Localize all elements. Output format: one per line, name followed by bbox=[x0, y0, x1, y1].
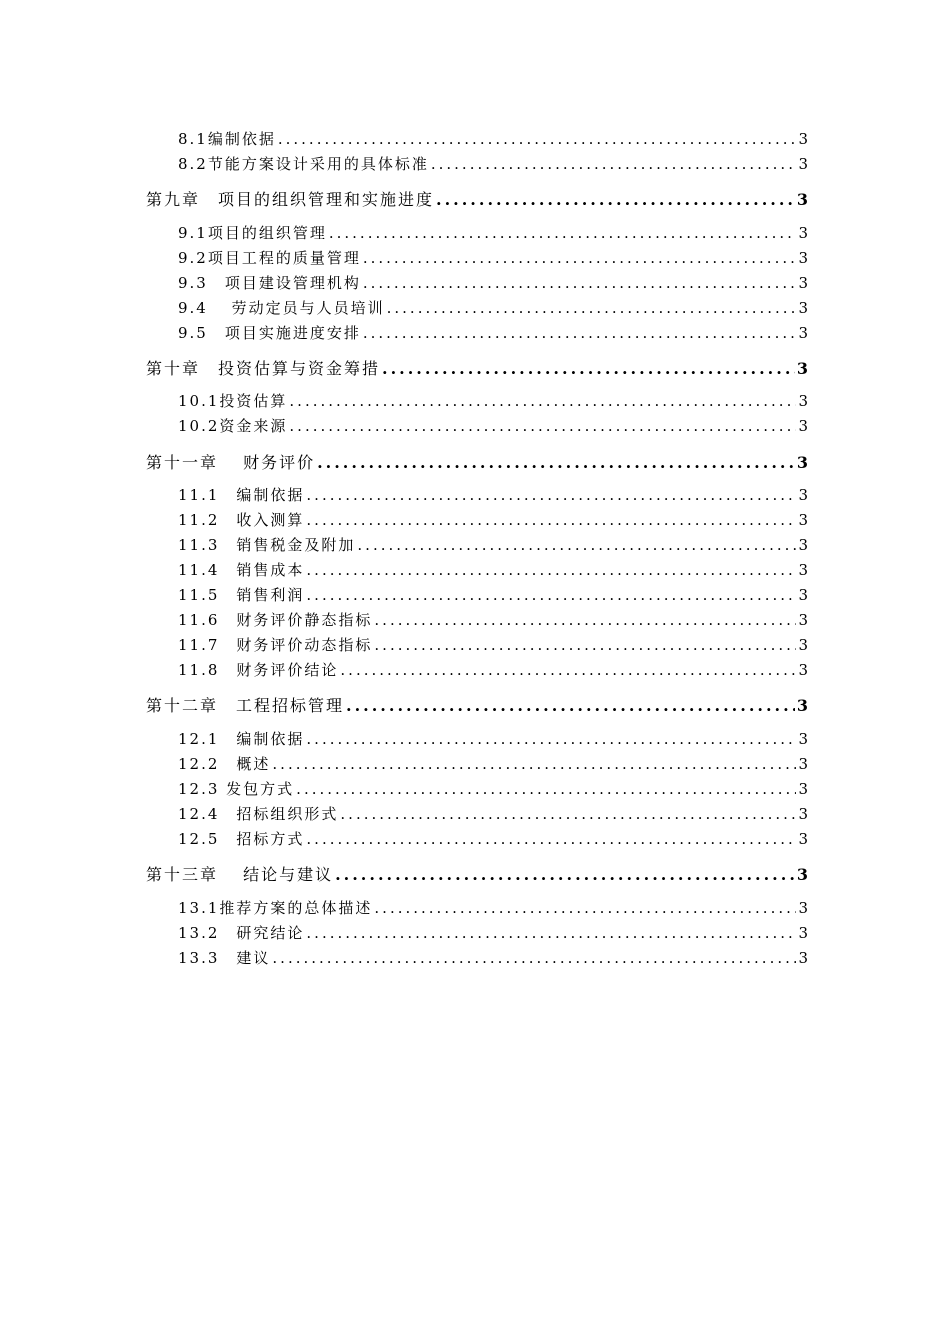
toc-dot-leader bbox=[436, 190, 795, 209]
toc-page-number: 3 bbox=[798, 805, 808, 823]
toc-dot-leader bbox=[289, 392, 796, 410]
toc-page-number: 3 bbox=[796, 453, 808, 472]
toc-dot-leader bbox=[306, 730, 796, 748]
toc-section-entry[interactable] bbox=[178, 559, 808, 581]
toc-dot-leader bbox=[374, 636, 796, 654]
toc-page-number: 3 bbox=[798, 299, 808, 317]
toc-page-number: 3 bbox=[798, 586, 808, 604]
toc-section-entry[interactable] bbox=[178, 584, 808, 606]
toc-page-number: 3 bbox=[798, 249, 808, 267]
toc-page-number: 3 bbox=[798, 324, 808, 342]
toc-entry-title: 第十二章 工程招标管理 bbox=[146, 696, 345, 715]
toc-section-entry[interactable] bbox=[178, 609, 808, 631]
toc-section-entry[interactable] bbox=[178, 222, 808, 244]
toc-page-number: 3 bbox=[798, 924, 808, 942]
toc-dot-leader bbox=[317, 453, 795, 472]
toc-section-entry[interactable] bbox=[178, 659, 808, 681]
toc-section-entry[interactable] bbox=[178, 778, 808, 800]
toc-page-number: 3 bbox=[798, 949, 808, 967]
toc-entry-title: 11.5 销售利润 bbox=[178, 586, 305, 604]
toc-section-entry[interactable] bbox=[178, 297, 808, 319]
toc-dot-leader bbox=[289, 417, 796, 435]
toc-page-number: 3 bbox=[798, 511, 808, 529]
toc-dot-leader bbox=[374, 899, 796, 917]
toc-entry-title: 9.1项目的组织管理 bbox=[178, 224, 327, 242]
toc-section-entry[interactable] bbox=[178, 728, 808, 750]
toc-dot-leader bbox=[340, 805, 796, 823]
toc-dot-leader bbox=[431, 155, 797, 173]
toc-section-entry[interactable] bbox=[178, 484, 808, 506]
toc-chapter-entry[interactable] bbox=[146, 862, 808, 884]
toc-page-number: 3 bbox=[796, 865, 808, 884]
toc-page-number: 3 bbox=[798, 611, 808, 629]
toc-dot-leader bbox=[387, 299, 797, 317]
toc-entry-title: 12.5 招标方式 bbox=[178, 830, 305, 848]
toc-entry-title: 10.1投资估算 bbox=[178, 392, 288, 410]
toc-dot-leader bbox=[357, 536, 796, 554]
toc-entry-title: 11.7 财务评价动态指标 bbox=[178, 636, 373, 654]
toc-page-number: 3 bbox=[798, 486, 808, 504]
toc-dot-leader bbox=[306, 830, 796, 848]
toc-section-entry[interactable] bbox=[178, 634, 808, 656]
toc-dot-leader bbox=[306, 511, 796, 529]
toc-dot-leader bbox=[346, 696, 795, 715]
toc-entry-title: 12.2 概述 bbox=[178, 755, 271, 773]
toc-entry-title: 9.3 项目建设管理机构 bbox=[178, 274, 361, 292]
toc-entry-title: 9.5 项目实施进度安排 bbox=[178, 324, 361, 342]
toc-page-number: 3 bbox=[798, 561, 808, 579]
toc-section-entry[interactable] bbox=[178, 509, 808, 531]
toc-page-number: 3 bbox=[796, 359, 808, 378]
toc-entry-title: 9.4 劳动定员与人员培训 bbox=[178, 299, 385, 317]
toc-dot-leader bbox=[272, 949, 796, 967]
toc-section-entry[interactable] bbox=[178, 753, 808, 775]
toc-dot-leader bbox=[335, 865, 795, 884]
toc-entry-title: 10.2资金来源 bbox=[178, 417, 288, 435]
toc-entry-title: 13.1推荐方案的总体描述 bbox=[178, 899, 373, 917]
toc-section-entry[interactable] bbox=[178, 947, 808, 969]
toc-page-number: 3 bbox=[798, 536, 808, 554]
toc-dot-leader bbox=[306, 924, 796, 942]
toc-entry-title: 12.3 发包方式 bbox=[178, 780, 295, 798]
toc-page-number: 3 bbox=[796, 696, 808, 715]
toc-page-number: 3 bbox=[798, 417, 808, 435]
toc-section-entry[interactable] bbox=[178, 247, 808, 269]
toc-chapter-entry[interactable] bbox=[146, 693, 808, 715]
toc-section-entry[interactable] bbox=[178, 897, 808, 919]
toc-entry-title: 13.2 研究结论 bbox=[178, 924, 305, 942]
toc-dot-leader bbox=[272, 755, 796, 773]
toc-dot-leader bbox=[363, 249, 797, 267]
toc-dot-leader bbox=[363, 274, 797, 292]
toc-dot-leader bbox=[306, 561, 796, 579]
toc-page-number: 3 bbox=[798, 830, 808, 848]
toc-dot-leader bbox=[374, 611, 796, 629]
toc-entry-title: 9.2项目工程的质量管理 bbox=[178, 249, 361, 267]
toc-page-number: 3 bbox=[798, 755, 808, 773]
toc-entry-title: 12.1 编制依据 bbox=[178, 730, 305, 748]
toc-section-entry[interactable] bbox=[178, 322, 808, 344]
toc-section-entry[interactable] bbox=[178, 803, 808, 825]
toc-section-entry[interactable] bbox=[178, 828, 808, 850]
toc-entry-title: 第十章 投资估算与资金筹措 bbox=[146, 359, 381, 378]
toc-page-number: 3 bbox=[796, 190, 808, 209]
toc-section-entry[interactable] bbox=[178, 272, 808, 294]
toc-section-entry[interactable] bbox=[178, 390, 808, 412]
toc-entry-title: 11.4 销售成本 bbox=[178, 561, 305, 579]
toc-page-number: 3 bbox=[798, 224, 808, 242]
toc-entry-title: 11.1 编制依据 bbox=[178, 486, 305, 504]
toc-section-entry[interactable] bbox=[178, 128, 808, 150]
toc-page-number: 3 bbox=[798, 274, 808, 292]
toc-page-number: 3 bbox=[798, 130, 808, 148]
toc-entry-title: 第十三章 结论与建议 bbox=[146, 865, 334, 884]
toc-entry-title: 第十一章 财务评价 bbox=[146, 453, 316, 472]
toc-section-entry[interactable] bbox=[178, 922, 808, 944]
toc-entry-title: 第九章 项目的组织管理和实施进度 bbox=[146, 190, 435, 209]
toc-entry-title: 11.6 财务评价静态指标 bbox=[178, 611, 373, 629]
toc-dot-leader bbox=[340, 661, 796, 679]
toc-entry-title: 11.8 财务评价结论 bbox=[178, 661, 339, 679]
toc-page-number: 3 bbox=[798, 392, 808, 410]
toc-dot-leader bbox=[306, 486, 796, 504]
toc-entry-title: 8.2节能方案设计采用的具体标准 bbox=[178, 155, 429, 173]
toc-page-number: 3 bbox=[798, 155, 808, 173]
toc-chapter-entry[interactable] bbox=[146, 356, 808, 378]
toc-dot-leader bbox=[382, 359, 795, 378]
toc-page-number: 3 bbox=[798, 661, 808, 679]
toc-page-number: 3 bbox=[798, 730, 808, 748]
toc-section-entry[interactable] bbox=[178, 534, 808, 556]
toc-dot-leader bbox=[363, 324, 797, 342]
toc-chapter-entry[interactable] bbox=[146, 450, 808, 472]
toc-section-entry[interactable] bbox=[178, 153, 808, 175]
toc-dot-leader bbox=[278, 130, 797, 148]
toc-dot-leader bbox=[296, 780, 796, 798]
toc-entry-title: 11.3 销售税金及附加 bbox=[178, 536, 356, 554]
toc-entry-title: 12.4 招标组织形式 bbox=[178, 805, 339, 823]
toc-page-number: 3 bbox=[798, 780, 808, 798]
toc-page-number: 3 bbox=[798, 899, 808, 917]
toc-entry-title: 8.1编制依据 bbox=[178, 130, 276, 148]
toc-dot-leader bbox=[329, 224, 797, 242]
toc-entry-title: 13.3 建议 bbox=[178, 949, 271, 967]
toc-dot-leader bbox=[306, 586, 796, 604]
toc-section-entry[interactable] bbox=[178, 415, 808, 437]
toc-chapter-entry[interactable] bbox=[146, 187, 808, 209]
toc-page-number: 3 bbox=[798, 636, 808, 654]
toc-entry-title: 11.2 收入测算 bbox=[178, 511, 305, 529]
